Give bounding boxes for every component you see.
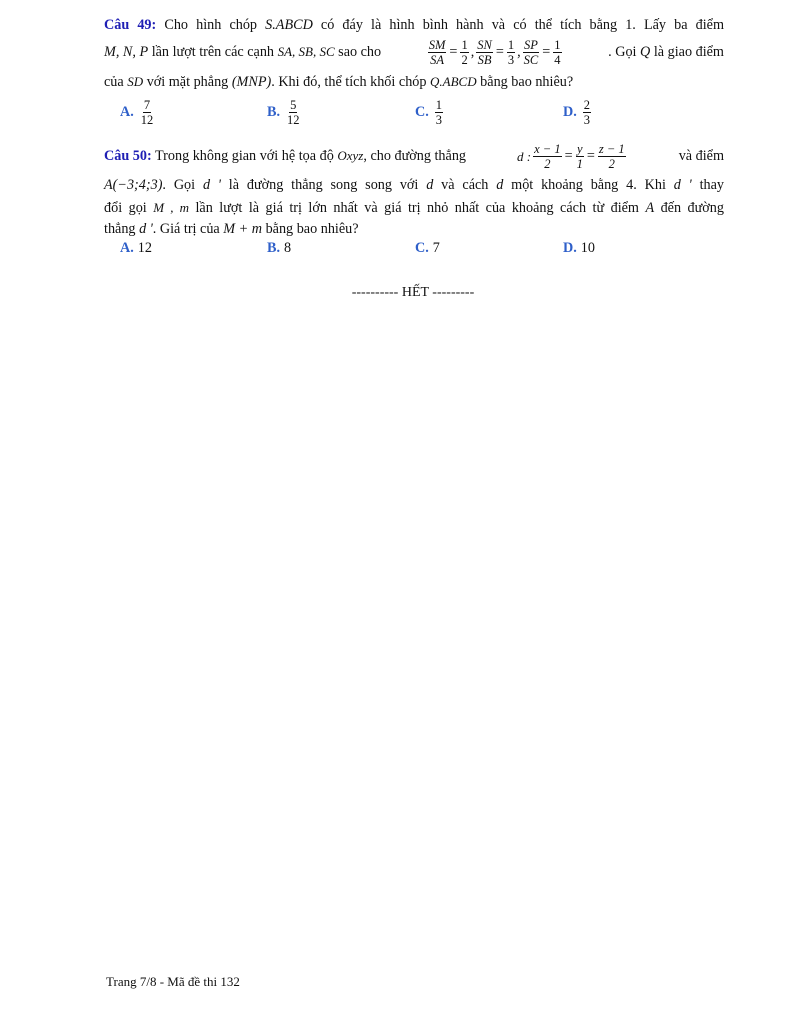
q49-text: có đáy là hình bình hành và có thể tích bằng 1. Lấy ba điểm (312, 17, 724, 33)
fraction: $\frac{5}{12}$ (287, 98, 300, 127)
fraction: $\frac{1}{2}$ (461, 38, 468, 67)
q50-point-a: A(−3;4;3) (104, 177, 163, 193)
option-letter: C. (415, 240, 429, 256)
q50-line-4: thẳng d '. Giá trị của M + m bằng bao nhiêu? (104, 221, 359, 237)
q49-line-3: của SD với mặt phẳng (MNP). Khi đó, thể tích khối chóp Q.ABCD bằng bao nhiêu? (104, 74, 574, 90)
option-value: 10 (580, 240, 595, 256)
q49-option-d[interactable] (563, 98, 593, 127)
q49-points: M, N, P (104, 44, 149, 60)
q49-label: Câu 49: (104, 17, 157, 33)
fraction: $\frac{1}{3}$ (507, 38, 515, 67)
fraction: $\frac{1}{3}$ (435, 98, 443, 127)
q49-option-c[interactable] (415, 98, 445, 127)
q49-text: Cho hình chóp (156, 17, 266, 33)
fraction: $\frac{7}{12}$ (140, 98, 154, 127)
fraction: $\frac{x - 1}{2}$ (534, 142, 561, 171)
q49-option-b[interactable] (267, 98, 303, 127)
q49-text: sao cho (334, 44, 382, 60)
q49-q-pyramid: Q.ABCD (430, 74, 477, 89)
q49-text: . Gọi (608, 44, 641, 60)
q49-option-a[interactable] (120, 98, 156, 127)
fraction: $\frac{SN}{SB}$ (477, 38, 492, 67)
option-letter: D. (563, 104, 577, 120)
option-letter: A. (120, 104, 134, 120)
option-letter: B. (267, 240, 281, 256)
option-letter: A. (120, 240, 134, 256)
q50-option-b[interactable] (267, 240, 291, 257)
q49-plane: (MNP) (231, 74, 272, 90)
q50-oxyz: Oxyz (337, 148, 364, 163)
q49-text: lần lượt trên các cạnh (148, 44, 278, 60)
fraction: $\frac{z - 1}{2}$ (598, 142, 625, 171)
fraction: $\frac{2}{3}$ (583, 98, 591, 127)
q50-option-c[interactable] (415, 240, 440, 257)
q50-option-d[interactable] (563, 240, 595, 257)
option-letter: C. (415, 104, 429, 120)
q49-edges: SA, SB, SC (277, 44, 335, 59)
q49-point-q: Q (640, 44, 651, 60)
q49-line-2 (104, 38, 724, 67)
option-value: 12 (137, 240, 152, 256)
q49-line-1 (104, 17, 724, 34)
q50-line-3: đổi gọi M , m lần lượt là giá trị lớn nhất và giá trị nhỏ nhất của khoảng cách từ điểm A đến đường (104, 200, 724, 216)
fraction: $\frac{SM}{SA}$ (428, 38, 446, 67)
end-marker: ---------- HẾT --------- (351, 285, 475, 300)
q50-line-equation: d : $\frac{x - 1}{2}$ = $\frac{y}{1}$ = $\frac{z - 1}{2}$ (517, 142, 625, 171)
q49-sd: SD (127, 74, 144, 89)
option-value: 7 (432, 240, 440, 256)
option-letter: B. (267, 104, 281, 120)
fraction: $\frac{SP}{SC}$ (523, 38, 539, 67)
q50-line-1: Câu 50: Trong không gian với hệ tọa độ Oxyz, cho đường thẳng d : $\frac{x - 1}{2}$ = $\frac{y}{1}$ = $\frac{z - 1}{2}$ và điểm (104, 142, 724, 171)
q50-line-2: A(−3;4;3). Gọi d ' là đường thẳng song song với d và cách d một khoảng bằng 4. Khi d ' thay (104, 177, 724, 193)
option-value: 8 (284, 240, 292, 256)
q50-option-a[interactable] (120, 240, 152, 257)
option-letter: D. (563, 240, 577, 256)
q49-text: là giao điểm (650, 44, 724, 60)
fraction: $\frac{1}{4}$ (554, 38, 561, 67)
fraction: $\frac{y}{1}$ (576, 142, 583, 171)
q50-label: Câu 50: (104, 148, 152, 164)
q49-pyramid: S.ABCD (265, 17, 313, 33)
q49-ratios: $\frac{SM}{SA}$ = $\frac{1}{2}$ , $\frac{SN}{SB}$ = $\frac{1}{3}$ , $\frac{SP}{SC}$ = $\frac{1}{4}$ (428, 38, 561, 67)
page-footer: Trang 7/8 - Mã đề thi 132 (106, 974, 240, 989)
